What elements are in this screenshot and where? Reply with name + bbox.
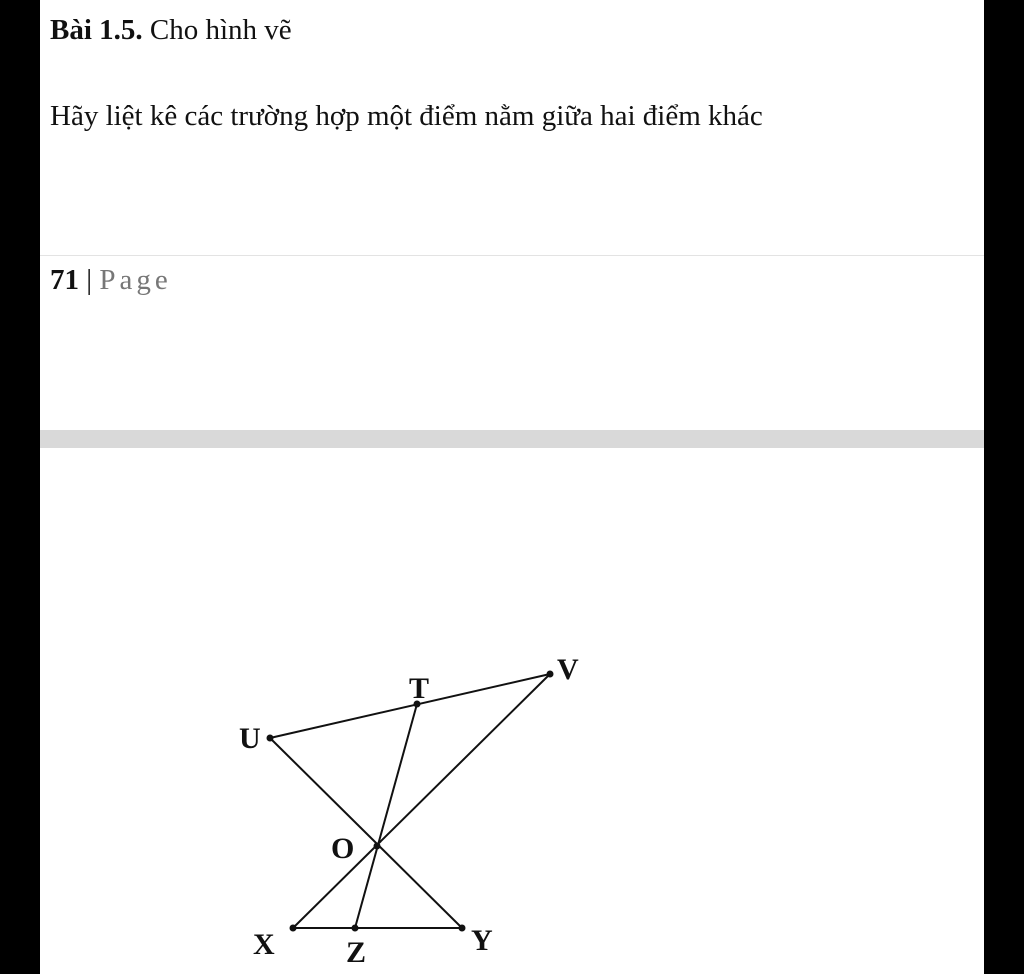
exercise-title (50, 14, 292, 47)
segment-uy (270, 738, 462, 928)
label-x: X (253, 928, 275, 961)
page-gap (40, 430, 984, 448)
page-number: 71 (50, 264, 79, 296)
label-t: T (409, 672, 430, 705)
label-u: U (239, 722, 261, 755)
document-page-top (40, 0, 984, 430)
footer-divider (40, 255, 984, 256)
footer-page-word: Page (99, 264, 172, 296)
geometry-figure (40, 448, 984, 974)
exercise-number: Bài 1.5. (50, 14, 143, 46)
point-z (352, 925, 359, 932)
point-x (290, 925, 297, 932)
label-y: Y (471, 924, 493, 957)
point-y (459, 925, 466, 932)
label-v: V (557, 653, 579, 686)
exercise-intro: Cho hình vẽ (149, 14, 292, 46)
document-page-bottom (40, 448, 984, 974)
point-v (547, 671, 554, 678)
label-z: Z (346, 936, 367, 969)
point-o (374, 843, 381, 850)
segment-xv (293, 674, 550, 928)
label-o: O (331, 832, 355, 865)
point-u (267, 735, 274, 742)
footer-separator: | (86, 264, 93, 296)
page-footer (50, 264, 172, 297)
exercise-prompt: Hãy liệt kê các trường hợp một điểm nằm giữa hai điểm khác (50, 100, 763, 132)
